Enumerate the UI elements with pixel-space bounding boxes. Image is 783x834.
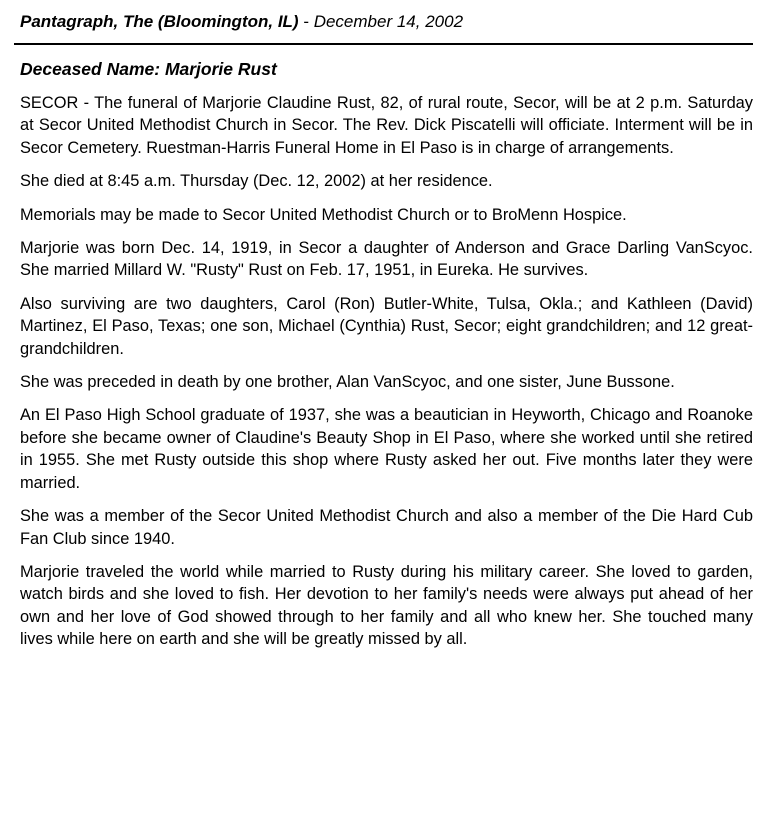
paragraph-career: An El Paso High School graduate of 1937, she was a beautician in Heyworth, Chicago and Roanoke before she became owner of Claudine's Beauty Shop in El Paso, where she worked until she retired in 1955. She met Rusty outside this shop where Rusty asked her out. Five months later they were married. <box>20 406 753 492</box>
header-separator: - <box>298 12 314 31</box>
header-divider <box>14 43 753 45</box>
paragraph-life: Marjorie traveled the world while married to Rusty during his military career. She loved to garden, watch birds and she loved to fish. Her devotion to her family's needs were always put ahead of her own and her love of God showed through to her family and all who knew her. She touched many lives while here on earth and she will be greatly missed by all. <box>20 562 753 649</box>
newspaper-source: Pantagraph, The (Bloomington, IL) <box>20 12 299 31</box>
publication-date: December 14, 2002 <box>313 12 464 31</box>
paragraph-memorials: Memorials may be made to Secor United Methodist Church or to BroMenn Hospice. <box>20 205 627 224</box>
obituary-body <box>20 92 753 651</box>
paragraph-birth: Marjorie was born Dec. 14, 1919, in Secor a daughter of Anderson and Grace Darling VanScyoc. She married Millard W. "Rusty" Rust on Feb. 17, 1951, in Eureka. He survives. <box>20 239 753 280</box>
header-line <box>20 10 753 34</box>
paragraph-membership: She was a member of the Secor United Methodist Church and also a member of the Die Hard Cub Fan Club since 1940. <box>20 507 753 548</box>
paragraph-funeral: SECOR - The funeral of Marjorie Claudine Rust, 82, of rural route, Secor, will be at 2 p.m. Saturday at Secor United Methodist Church in Secor. The Rev. Dick Piscatelli will officiate. Interment will be in Secor Cemetery. Ruestman-Harris Funeral Home in El Paso is in charge of arrangements. <box>20 94 753 157</box>
paragraph-death: She died at 8:45 a.m. Thursday (Dec. 12, 2002) at her residence. <box>20 172 493 191</box>
paragraph-survivors: Also surviving are two daughters, Carol (Ron) Butler-White, Tulsa, Okla.; and Kathleen (David) Martinez, El Paso, Texas; one son, Michael (Cynthia) Rust, Secor; eight grandchildren; and 12 great-grandchildren. <box>20 294 753 358</box>
deceased-name: Deceased Name: Marjorie Rust <box>20 59 277 79</box>
paragraph-preceded: She was preceded in death by one brother, Alan VanScyoc, and one sister, June Bussone. <box>20 373 675 392</box>
